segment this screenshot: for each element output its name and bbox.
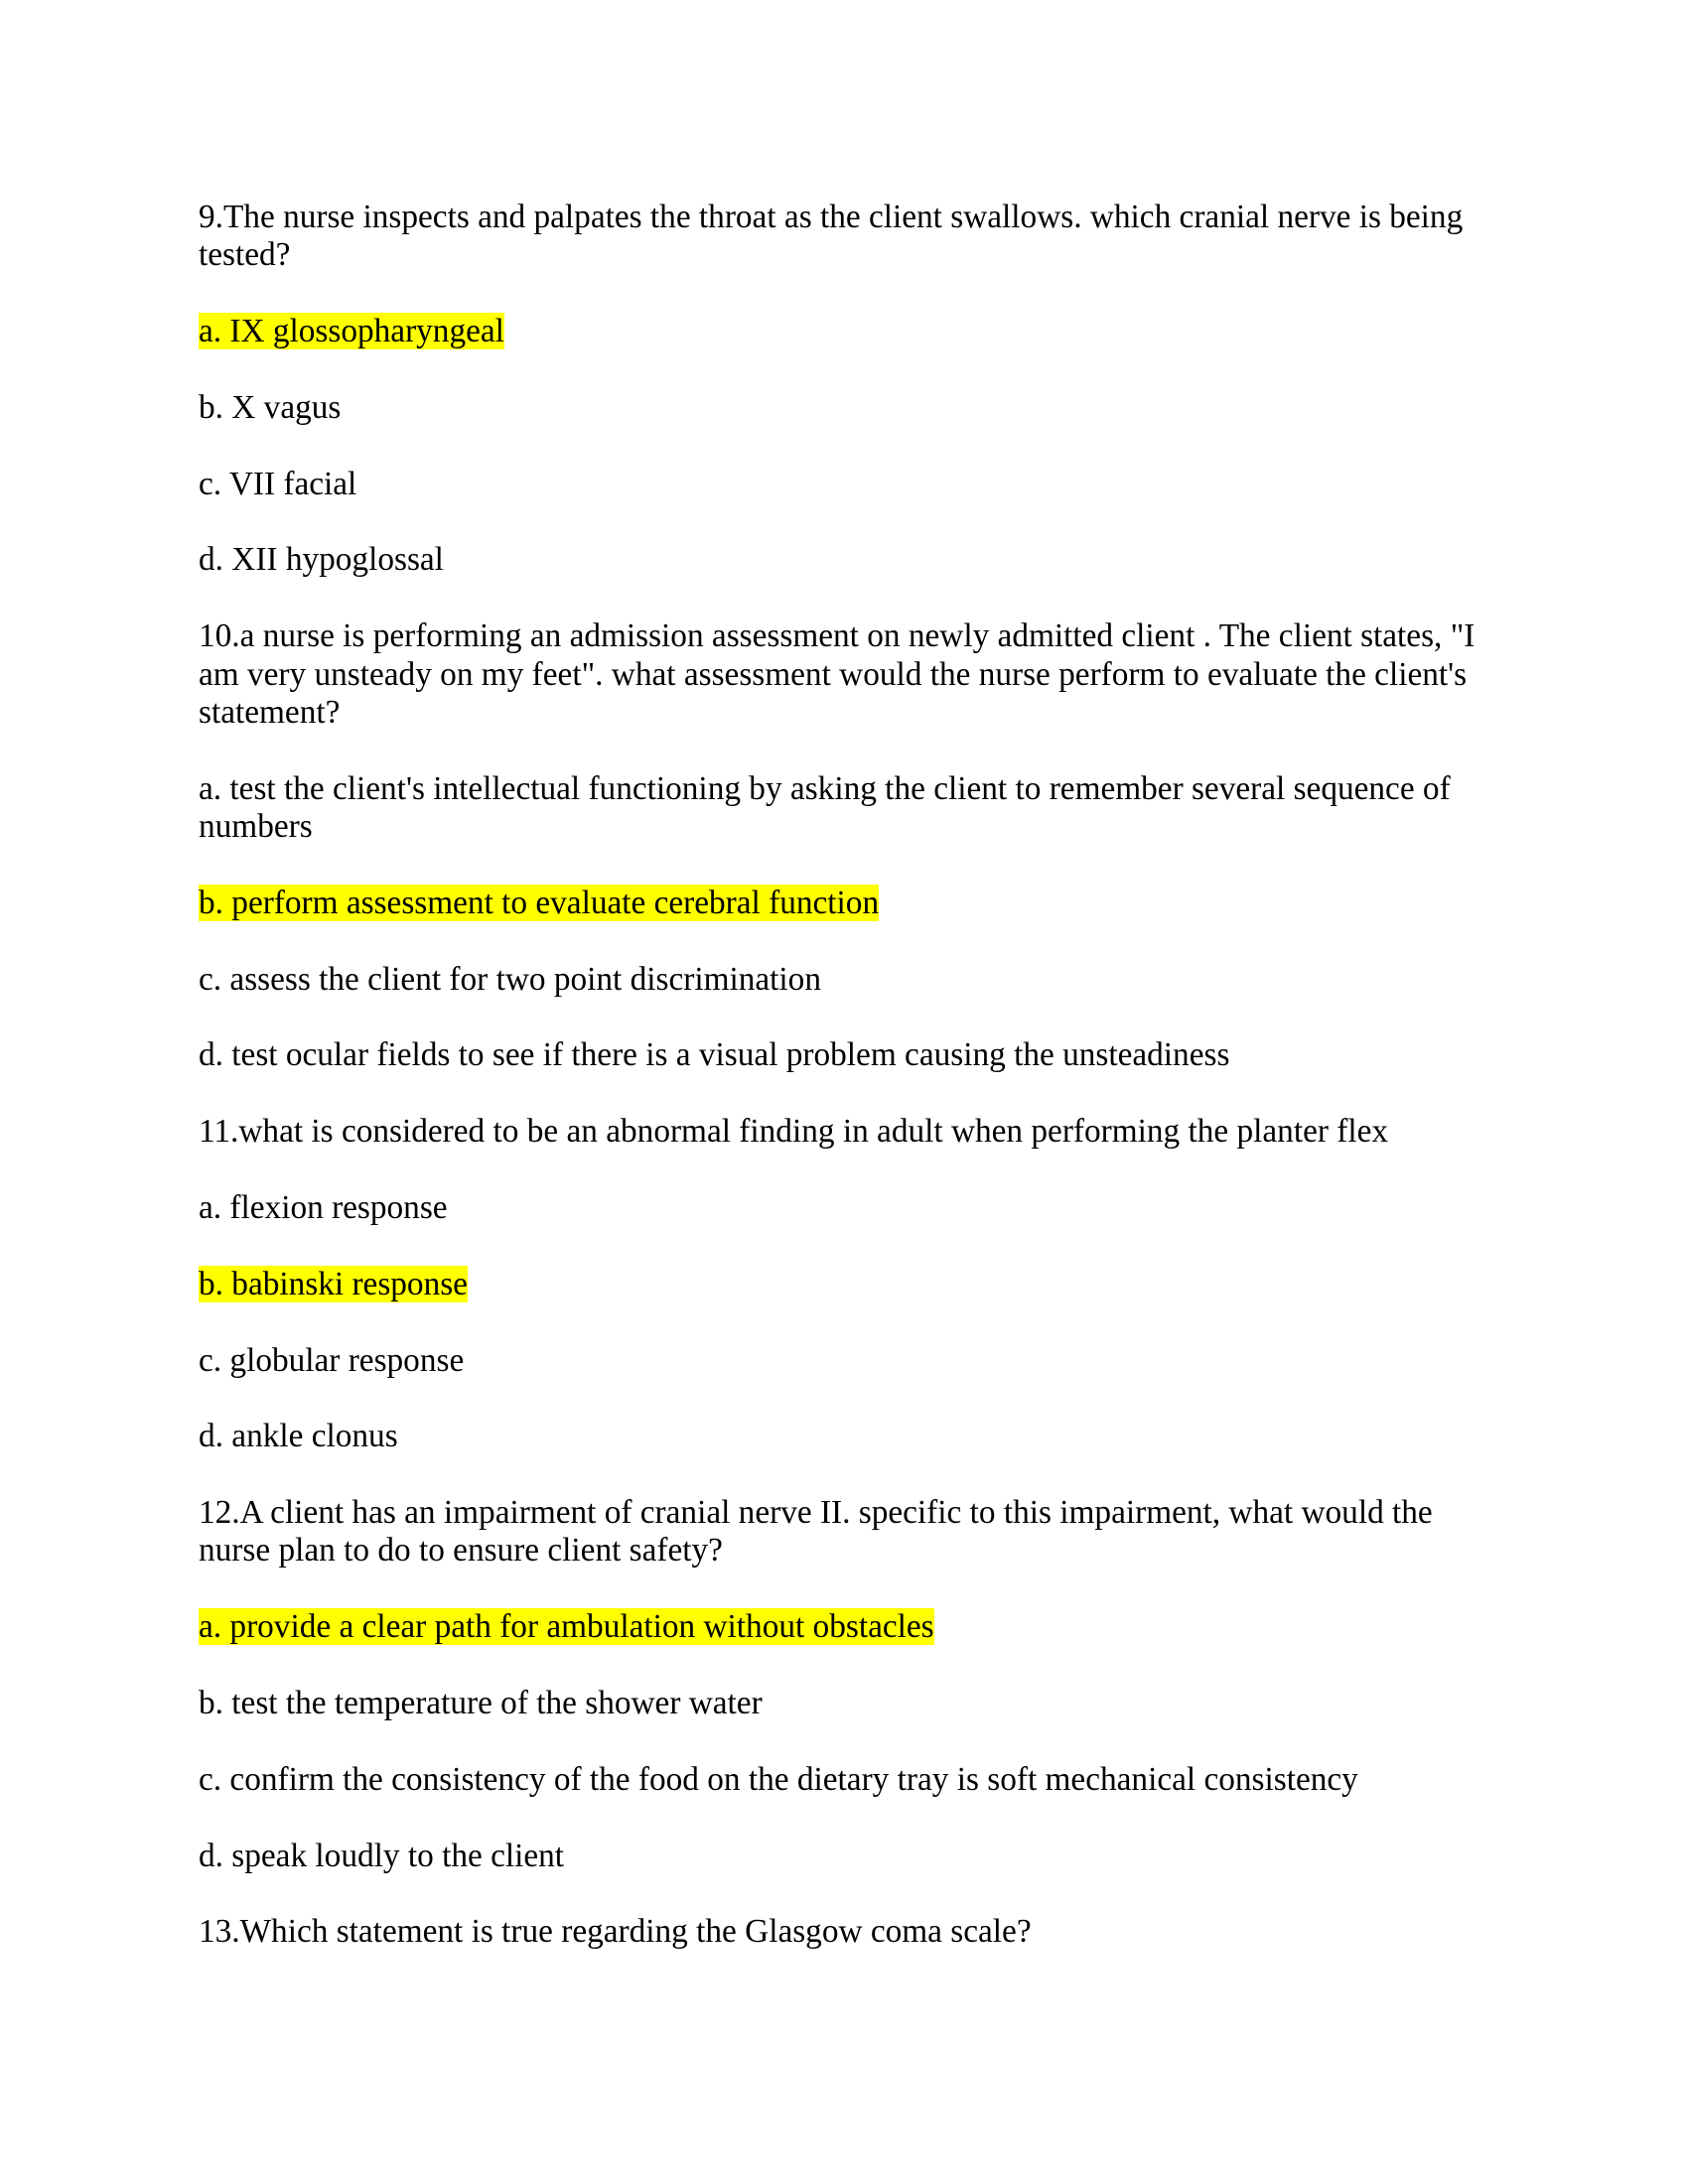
option-text: c. VII facial	[199, 465, 357, 502]
option-text: c. assess the client for two point discrimination	[199, 960, 821, 998]
answer-option-a	[199, 313, 1489, 350]
question-9	[199, 199, 1489, 580]
question-stem	[199, 1113, 1489, 1151]
question-13	[199, 1913, 1489, 1951]
stem-line: 13.Which statement is true regarding the Glasgow coma scale?	[199, 1913, 1032, 1951]
document-body	[199, 199, 1489, 1952]
answer-option-d	[199, 1418, 1489, 1455]
stem-line: 12.A client has an impairment of cranial nerve II. specific to this impairment, what would the	[199, 1494, 1433, 1532]
option-text: a. test the client's intellectual functioning by asking the client to remember several sequence of	[199, 769, 1451, 807]
answer-option-c	[199, 1342, 1489, 1380]
option-text-highlighted: b. perform assessment to evaluate cerebral function	[199, 884, 880, 921]
answer-option-b	[199, 1685, 1489, 1722]
option-text: d. XII hypoglossal	[199, 541, 444, 579]
question-12	[199, 1494, 1489, 1875]
question-11	[199, 1113, 1489, 1455]
answer-option-a	[199, 1608, 1489, 1646]
answer-option-c	[199, 466, 1489, 503]
question-stem	[199, 1494, 1489, 1570]
option-text: b. test the temperature of the shower water	[199, 1685, 763, 1721]
option-text: c. confirm the consistency of the food on the dietary tray is soft mechanical consistency	[199, 1760, 1358, 1798]
stem-line: statement?	[199, 693, 341, 731]
question-stem	[199, 1913, 1489, 1951]
option-text: d. speak loudly to the client	[199, 1837, 565, 1874]
answer-option-b	[199, 885, 1489, 922]
stem-line: 10.a nurse is performing an admission assessment on newly admitted client . The client states, "I	[199, 617, 1476, 655]
answer-option-b	[199, 389, 1489, 427]
stem-line: am very unsteady on my feet". what assessment would the nurse perform to evaluate the client's	[199, 655, 1468, 693]
option-text: c. globular response	[199, 1341, 465, 1379]
option-text: numbers	[199, 808, 313, 846]
answer-option-d	[199, 1838, 1489, 1875]
answer-option-c	[199, 1761, 1489, 1799]
option-text-highlighted: a. IX glossopharyngeal	[199, 313, 504, 350]
answer-option-a	[199, 1189, 1489, 1227]
answer-option-d	[199, 541, 1489, 579]
stem-line: 9.The nurse inspects and palpates the throat as the client swallows. which cranial nerve is being	[199, 199, 1464, 235]
stem-line: nurse plan to do to ensure client safety?	[199, 1532, 723, 1570]
stem-line: 11.what is considered to be an abnormal finding in adult when performing the planter flex	[199, 1113, 1389, 1151]
stem-line: tested?	[199, 236, 291, 274]
answer-option-d	[199, 1036, 1489, 1074]
option-text: d. ankle clonus	[199, 1418, 398, 1455]
question-stem	[199, 617, 1489, 732]
answer-option-b	[199, 1266, 1489, 1303]
answer-option-a	[199, 770, 1489, 847]
answer-option-c	[199, 961, 1489, 999]
question-10	[199, 617, 1489, 1075]
option-text: d. test ocular fields to see if there is a visual problem causing the unsteadiness	[199, 1036, 1230, 1074]
option-text-highlighted: a. provide a clear path for ambulation without obstacles	[199, 1608, 934, 1646]
option-text-highlighted: b. babinski response	[199, 1265, 468, 1302]
option-text: b. X vagus	[199, 388, 342, 426]
option-text: a. flexion response	[199, 1188, 448, 1226]
question-stem	[199, 199, 1489, 275]
